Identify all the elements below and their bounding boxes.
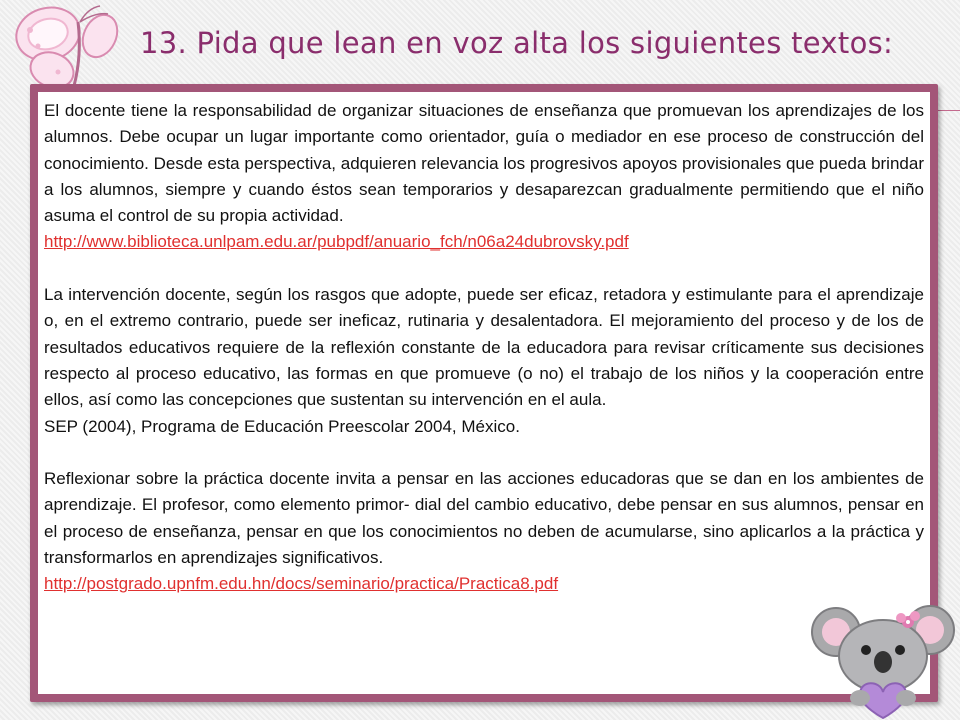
source-2: SEP (2004), Programa de Educación Preescolar 2004, México. <box>44 416 520 436</box>
koala-icon <box>808 600 958 720</box>
paragraph-1: El docente tiene la responsabilidad de organizar situaciones de enseñanza que promuevan los aprendizajes de los alumnos. Debe ocupar un lugar importante como orientador, guía o mediador en ese proceso de construcción del conocimiento. Desde esta perspectiva, adquieren relevancia los progresivos apoyos provisionales que pueda brindar a los alumnos, siempre y cuando éstos sean temporarios y desaparezcan gradualmente permitiendo que el niño asuma el control de su propia actividad. <box>44 101 924 226</box>
text-panel <box>30 84 938 702</box>
decorative-rule <box>936 110 960 111</box>
slide-title: 13. Pida que lean en voz alta los siguientes textos: <box>140 26 894 60</box>
link-1[interactable]: http://www.biblioteca.unlpam.edu.ar/pubpdf/anuario_fch/n06a24dubrovsky.pdf <box>44 232 629 252</box>
paragraph-3: Reflexionar sobre la práctica docente invita a pensar en las acciones educadoras que se dan en los ambientes de aprendizaje. El profesor, como elemento primor- dial del cambio educativo, debe pensar en sus alumnos, pensar en el proceso de enseñanza, pensar en que los conocimientos no deben de acumularse, sino aplicarlos a la práctica y transformarlos en aprendizajes significativos. <box>44 469 924 568</box>
link-3[interactable]: http://postgrado.upnfm.edu.hn/docs/seminario/practica/Practica8.pdf <box>44 574 559 594</box>
paragraph-2: La intervención docente, según los rasgos que adopte, puede ser eficaz, retadora y estimulante para el aprendizaje o, en el extremo contrario, puede ser ineficaz, rutinaria y desalentadora. El mejoramiento del proceso y de los de resultados educativos requiere de la reflexión constante de la educadora para revisar críticamente sus decisiones respecto al proceso educativo, las formas en que promueve (o no) el trabajo de los niños y la cooperación entre ellos, así como las concepciones que sustentan su intervención en el aula. <box>44 285 924 410</box>
